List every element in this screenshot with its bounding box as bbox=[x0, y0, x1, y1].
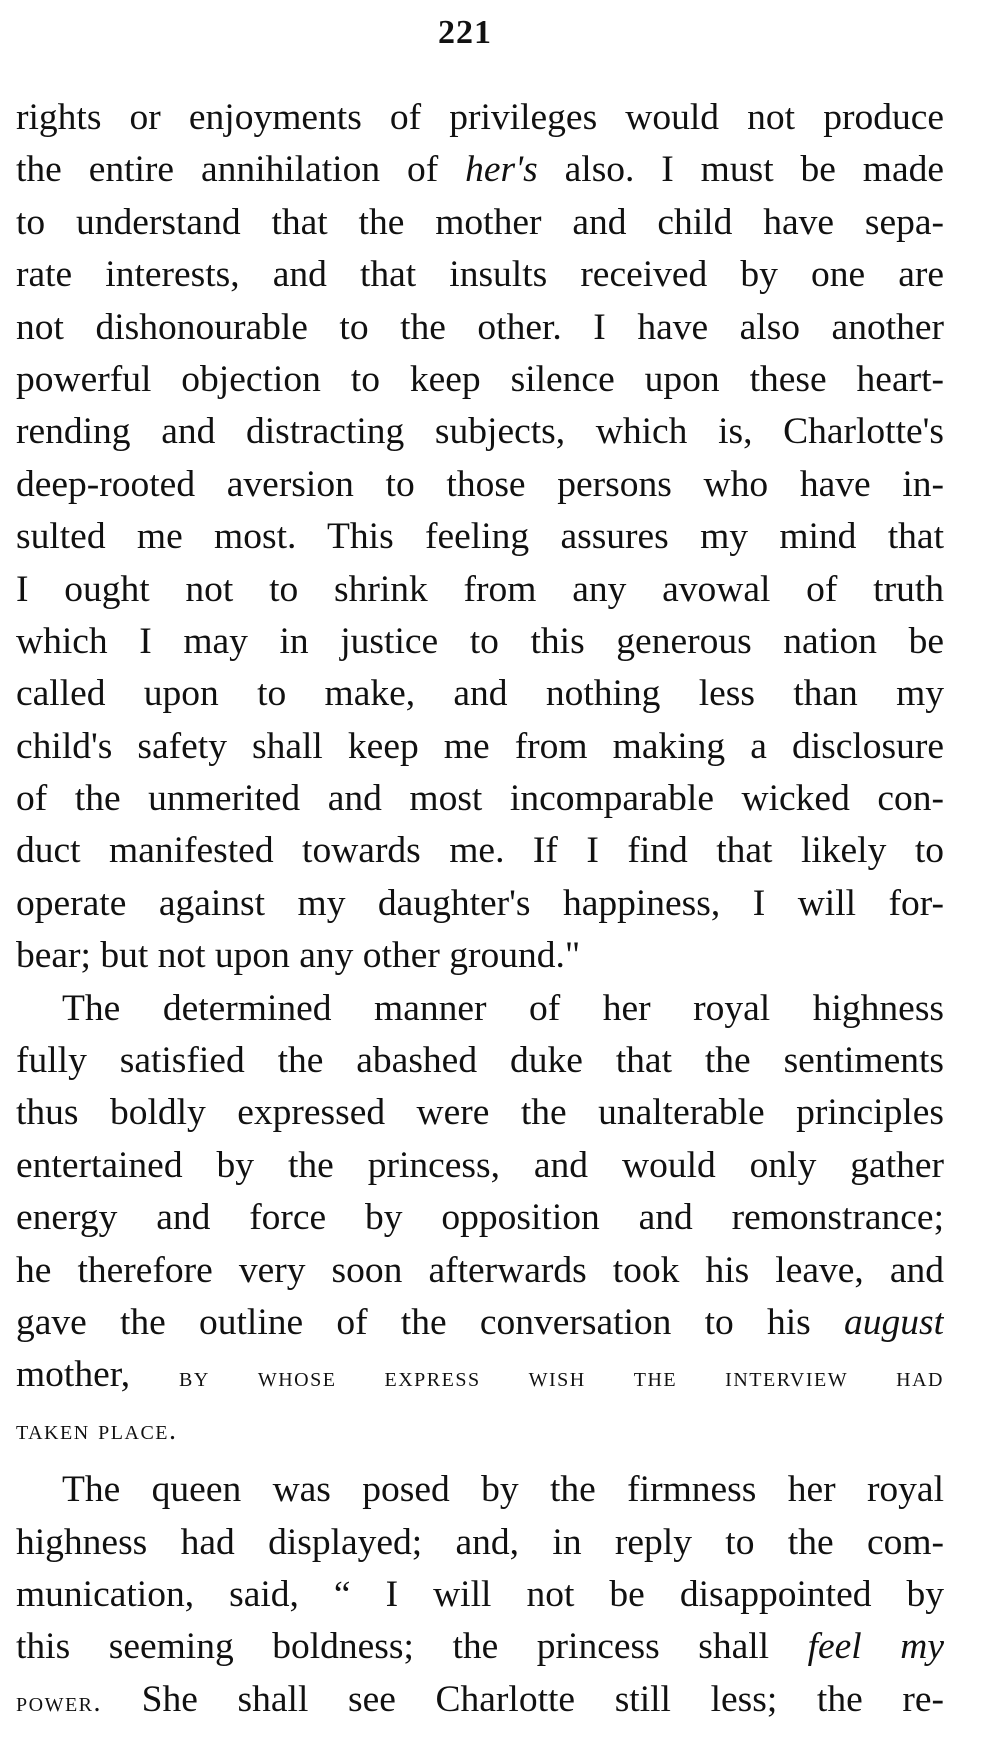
text-line bbox=[16, 1517, 944, 1569]
text-line bbox=[16, 144, 944, 196]
text-line bbox=[16, 1402, 944, 1454]
paragraph-gap bbox=[16, 1454, 956, 1464]
page-number: 221 bbox=[438, 14, 492, 51]
text-line bbox=[16, 1349, 944, 1401]
text-line bbox=[16, 249, 944, 301]
text-line bbox=[16, 197, 944, 249]
text-line bbox=[16, 459, 944, 511]
text-run: he therefore very soon afterwards took his leave, and bbox=[16, 1249, 944, 1291]
text-line bbox=[16, 668, 944, 720]
text-line bbox=[16, 616, 944, 668]
text-line bbox=[16, 1087, 944, 1139]
text-run: child's safety shall keep me from making a disclosure bbox=[16, 725, 944, 767]
text-line bbox=[16, 773, 944, 825]
text-run: operate against my daughter's happiness, I will for- bbox=[16, 882, 944, 924]
text-run: deep-rooted aversion to those persons who have in- bbox=[16, 463, 944, 505]
text-run: of the unmerited and most incomparable wicked con- bbox=[16, 778, 944, 820]
text-run: I ought not to shrink from any avowal of truth bbox=[16, 568, 944, 610]
text-line bbox=[16, 1140, 944, 1192]
text-line bbox=[16, 1245, 944, 1297]
text-line bbox=[16, 1035, 944, 1087]
text-run: not dishonourable to the other. I have also another bbox=[16, 306, 944, 348]
text-run: munication, said, “ I will not be disappointed by bbox=[16, 1573, 944, 1615]
text-line bbox=[16, 983, 944, 1035]
text-run: bear; but not upon any other ground." bbox=[16, 935, 581, 977]
italic-text: august bbox=[843, 1301, 944, 1343]
text-line bbox=[16, 1621, 944, 1673]
text-line bbox=[16, 1464, 944, 1516]
italic-text: feel my bbox=[807, 1626, 944, 1668]
text-line bbox=[16, 302, 944, 354]
text-line bbox=[16, 878, 944, 930]
text-run: rights or enjoyments of privileges would not produce bbox=[16, 97, 944, 138]
text-run: highness had displayed; and, in reply to the com- bbox=[16, 1521, 944, 1563]
text-run: called upon to make, and nothing less than my bbox=[16, 673, 944, 715]
text-run: gave the outline of the conversation to his bbox=[16, 1301, 844, 1343]
text-run: rending and distracting subjects, which is, Charlotte's bbox=[16, 411, 944, 453]
small-caps-text: taken place. bbox=[16, 1414, 178, 1446]
text-run: sulted me most. This feeling assures my mind that bbox=[16, 516, 944, 558]
text-run: this seeming boldness; the princess shall bbox=[16, 1626, 808, 1668]
text-run: rate interests, and that insults received by one are bbox=[16, 254, 944, 296]
text-line bbox=[16, 92, 944, 144]
text-line bbox=[16, 406, 944, 458]
text-run: mother, bbox=[16, 1354, 180, 1396]
text-line bbox=[16, 1192, 944, 1244]
text-run: duct manifested towards me. If I find that likely to bbox=[16, 830, 944, 872]
text-run: The determined manner of her royal highness bbox=[62, 987, 944, 1029]
text-line bbox=[16, 721, 944, 773]
text-line bbox=[16, 1674, 944, 1726]
small-caps-text: power. bbox=[16, 1686, 102, 1718]
text-run: to understand that the mother and child have sepa- bbox=[16, 201, 944, 243]
text-run: entertained by the princess, and would only gather bbox=[16, 1144, 944, 1186]
text-line bbox=[16, 511, 944, 563]
text-run: powerful objection to keep silence upon these heart- bbox=[16, 358, 944, 400]
text-line bbox=[16, 354, 944, 406]
text-line bbox=[16, 930, 944, 982]
text-run: The queen was posed by the firmness her royal bbox=[62, 1469, 944, 1511]
text-line bbox=[16, 1297, 944, 1349]
text-line bbox=[16, 564, 944, 616]
italic-text: her's bbox=[465, 149, 538, 191]
text-run: fully satisfied the abashed duke that the sentiments bbox=[16, 1040, 944, 1082]
text-run: which I may in justice to this generous nation be bbox=[16, 620, 944, 662]
text-run: also. I must be made bbox=[537, 149, 944, 191]
text-run: She shall see Charlotte still less; the re- bbox=[102, 1678, 944, 1720]
text-line bbox=[16, 825, 944, 877]
text-run: energy and force by opposition and remonstrance; bbox=[16, 1197, 944, 1239]
text-run: the entire annihilation of bbox=[16, 149, 466, 191]
text-line bbox=[16, 1569, 944, 1621]
text-run: thus boldly expressed were the unalterable principles bbox=[16, 1092, 944, 1134]
small-caps-text: by whose express wish the interview had bbox=[179, 1362, 944, 1394]
body-text bbox=[16, 92, 956, 1726]
